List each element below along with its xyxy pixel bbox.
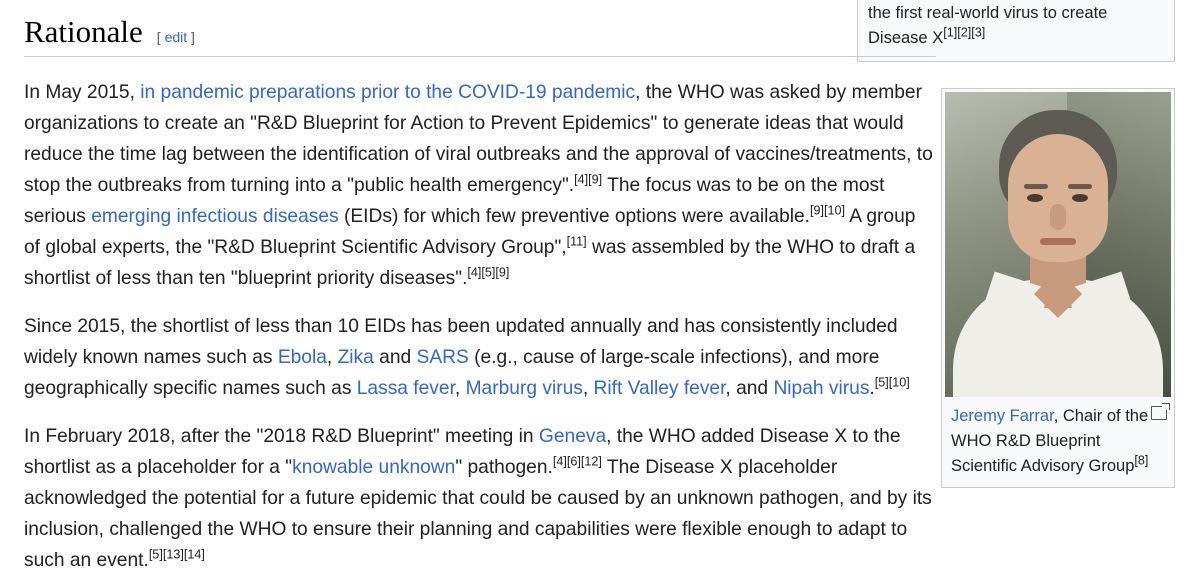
p2-text-1: Since 2015, the shortlist of less than 10 EIDs has been updated annually and has consistently included widely known names such as <box>24 316 898 368</box>
thumbnail-caption <box>945 397 1171 484</box>
link-emerging-infectious-diseases[interactable]: emerging infectious diseases <box>91 206 339 227</box>
p1-ref-4[interactable]: [4][5][9] <box>467 265 510 280</box>
link-ebola[interactable]: Ebola <box>277 347 327 368</box>
p1-text-3: The focus was to be on the most serious <box>24 175 885 227</box>
link-jeremy-farrar[interactable]: Jeremy Farrar <box>951 407 1054 425</box>
article-body <box>24 0 936 576</box>
edit-bracket-open: [ <box>156 29 161 45</box>
link-knowable-unknown[interactable]: knowable unknown <box>292 457 456 478</box>
link-rift-valley-fever[interactable]: Rift Valley fever <box>593 378 726 399</box>
infobox-tail-refs[interactable]: [1][2][3] <box>943 25 986 40</box>
page-title: Rationale <box>24 14 143 49</box>
link-sars[interactable]: SARS <box>416 347 469 368</box>
p2-text-5: , <box>454 378 466 399</box>
p1-ref-1[interactable]: [4][9] <box>574 172 603 187</box>
p3-text-3: " pathogen. <box>455 457 553 478</box>
infobox-tail-line2: Disease X <box>868 29 944 47</box>
infobox-tail-line1: the first real-world virus to create <box>868 4 1108 22</box>
p2-text-6: , <box>582 378 594 399</box>
link-lassa-fever[interactable]: Lassa fever <box>356 378 455 399</box>
paragraph-1 <box>24 77 936 294</box>
caption-text: , Chair of the WHO R&D Blueprint Scientific Advisory Group <box>951 407 1149 475</box>
p1-ref-3[interactable]: [11] <box>566 234 587 249</box>
edit-bracket-close: ] <box>191 29 195 45</box>
p1-text-6: was assembled by the WHO to draft a shortlist of less than ten "blueprint priority diseases". <box>24 237 916 289</box>
p1-text-2: , the WHO was asked by member organizations to create an "R&D Blueprint for Action to Prevent Epidemics" to generate ideas that would reduce the time lag between the identification of viral outbreaks and the approval of vaccines/treatments, to stop the outbreaks from turning into a "public health emergency". <box>24 82 933 196</box>
p2-text-8: . <box>869 378 875 399</box>
link-geneva[interactable]: Geneva <box>538 426 607 447</box>
p1-text-1: In May 2015, <box>24 82 141 103</box>
link-nipah-virus[interactable]: Nipah virus <box>773 378 870 399</box>
p3-text-4: The Disease X placeholder acknowledged the potential for a future epidemic that could be caused by an unknown pathogen, and by its inclusion, challenged the WHO to ensure their planning and capabilities were flexible enough to adapt to such an event. <box>24 457 932 571</box>
section-heading <box>24 14 936 57</box>
p2-text-7: , and <box>725 378 774 399</box>
p2-text-4: (e.g., cause of large-scale infections), and more geographically specific names such as <box>24 347 880 399</box>
link-zika[interactable]: Zika <box>337 347 374 368</box>
p3-text-1: In February 2018, after the "2018 R&D Blueprint" meeting in <box>24 426 539 447</box>
link-pandemic-preparations[interactable]: in pandemic preparations prior to the COVID-19 pandemic <box>140 82 636 103</box>
p2-text-2: , <box>326 347 338 368</box>
p1-text-4: (EIDs) for which few preventive options were available. <box>338 206 811 227</box>
paragraph-2 <box>24 311 936 404</box>
edit-section-link <box>157 29 195 45</box>
p1-text-5: A group of global experts, the "R&D Blueprint Scientific Advisory Group", <box>24 206 916 258</box>
edit-link[interactable]: edit <box>164 29 188 45</box>
caption-ref[interactable]: [8] <box>1134 453 1149 468</box>
p3-ref-1[interactable]: [4][6][12] <box>552 454 602 469</box>
magnify-icon[interactable] <box>1151 406 1167 420</box>
portrait-thumbnail <box>941 88 1175 488</box>
p3-ref-2[interactable]: [5][13][14] <box>148 547 205 562</box>
p2-text-3: and <box>373 347 417 368</box>
paragraph-3 <box>24 421 936 576</box>
link-marburg-virus[interactable]: Marburg virus <box>465 378 583 399</box>
p2-ref-1[interactable]: [5][10] <box>874 375 910 390</box>
p1-ref-2[interactable]: [9][10] <box>810 203 846 218</box>
p3-text-2: , the WHO added Disease X to the shortlist as a placeholder for a " <box>24 426 901 478</box>
jeremy-farrar-photo[interactable] <box>945 92 1171 397</box>
